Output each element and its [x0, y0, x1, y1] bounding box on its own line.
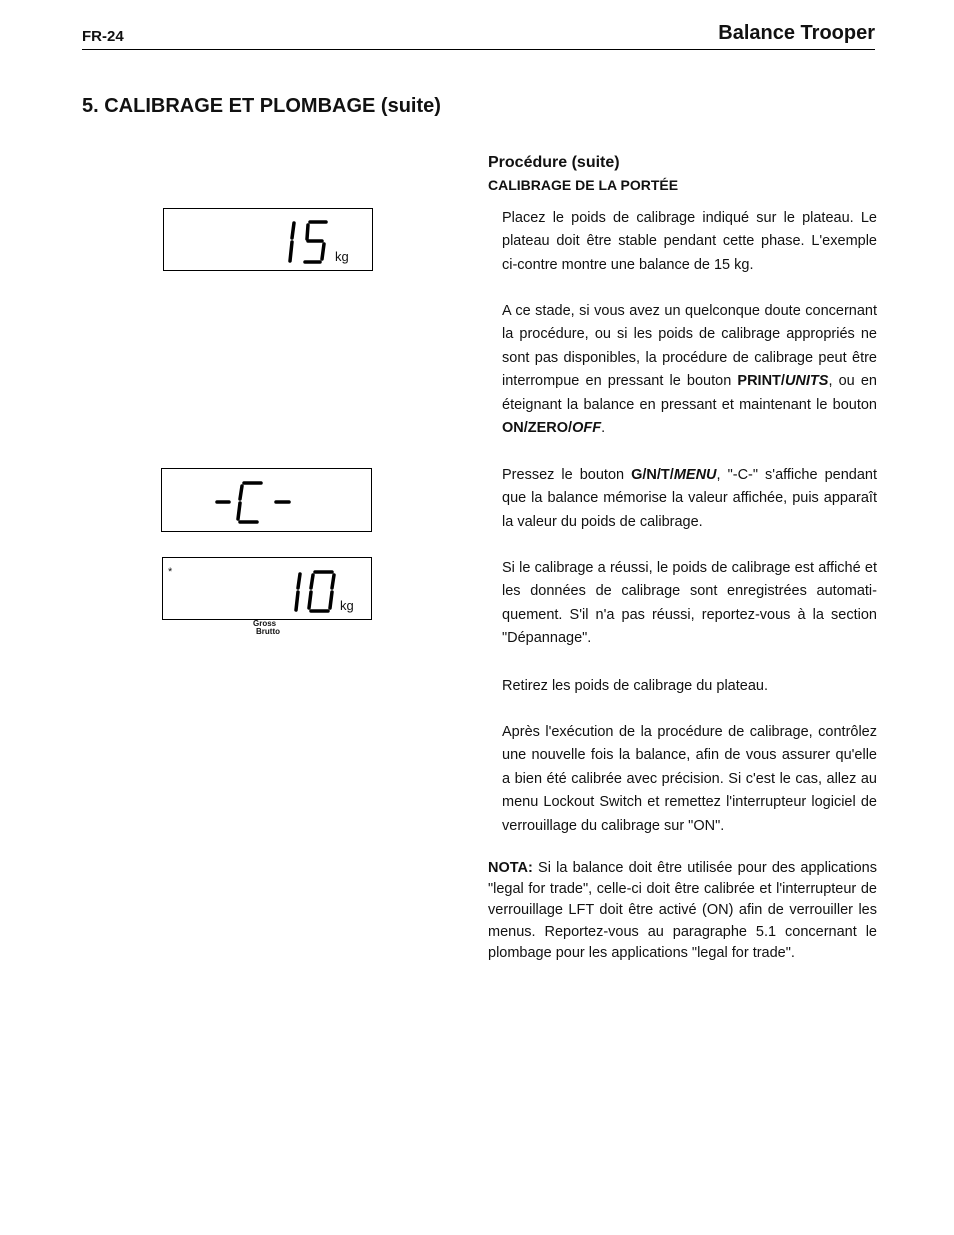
paragraph-abort-procedure — [502, 300, 877, 440]
page-number: FR-24 — [82, 28, 124, 45]
gross-label: Gross — [253, 619, 277, 628]
text-segment: , "-C-" s'affiche pendant que la balance mémorise la valeur affichée, puis apparaît la valeur du poids de calibrage. — [502, 467, 877, 530]
gnt-menu-button-label: G/N/T/MENU — [631, 467, 717, 483]
print-units-button-label: PRINT/UNITS — [737, 373, 829, 390]
nota-label: NOTA: — [488, 860, 533, 876]
lcd-digits-c — [162, 469, 371, 531]
stable-indicator: * — [168, 566, 173, 578]
text-segment: A ce stade, si vous avez un quelconque doute concernant la procédure, ou si les poids de calibrage appropriés ne sont pas disponibles, la procédure de calibrage peut être interrompue en pressant le bouton — [502, 303, 877, 390]
lcd-display-15kg — [163, 208, 373, 271]
document-title: Balance Trooper — [718, 22, 875, 44]
text-segment: . — [601, 420, 606, 437]
lcd-display-c — [161, 468, 372, 532]
paragraph-press-gnt — [502, 464, 877, 534]
section-title: 5. CALIBRAGE ET PLOMBAGE (suite) — [82, 95, 441, 117]
lcd-unit: kg — [340, 598, 354, 613]
nota-note — [488, 858, 877, 964]
text-segment: , ou en éteignant la balance en pressant et maintenant le bouton — [502, 373, 877, 413]
on-zero-off-button-label: ON/ZERO/OFF — [502, 420, 602, 437]
paragraph-place-weight: Placez le poids de calibrage indiqué sur le plateau. Le plateau doit être stable pendant cette phase. L'exemple ci-contre montre une balance de 15 kg. — [502, 210, 877, 273]
paragraph-remove-weights: Retirez les poids de calibrage du plateau. — [502, 678, 768, 694]
header-divider — [82, 49, 875, 50]
brutto-label: Brutto — [256, 627, 280, 636]
lcd-display-10kg — [162, 557, 372, 620]
lcd-unit: kg — [335, 249, 349, 264]
paragraph-verify-balance: Après l'exécution de la procédure de calibrage, contrôlez une nouvelle fois la balance, afin de vous assurer qu'elle a bien été calibrée avec précision. Si c'est le cas, allez au menu Lockout Switch et remettez l'interrupteur logiciel de verrouillage du calibrage sur "ON". — [502, 724, 877, 834]
procedure-subheading: CALIBRAGE DE LA PORTÉE — [488, 177, 679, 193]
nota-text: Si la balance doit être utilisée pour des applications "legal for trade", celle-ci doit être calibrée et l'interrupteur de verrouillage LFT doit être activé (ON) afin de verrouiller les menus. Reportez-vous au paragraphe 5.1 concernant le plombage pour les applications "legal for trade". — [488, 860, 877, 961]
text-segment: Pressez le bouton — [502, 467, 632, 483]
procedure-heading: Procédure (suite) — [488, 154, 620, 171]
paragraph-calibration-result: Si le calibrage a réussi, le poids de calibrage est affiché et les données de calibrage sont enregistrées automati-quement. S'il n'a pas réussi, reportez-vous à la section "Dépannage". — [502, 560, 877, 647]
